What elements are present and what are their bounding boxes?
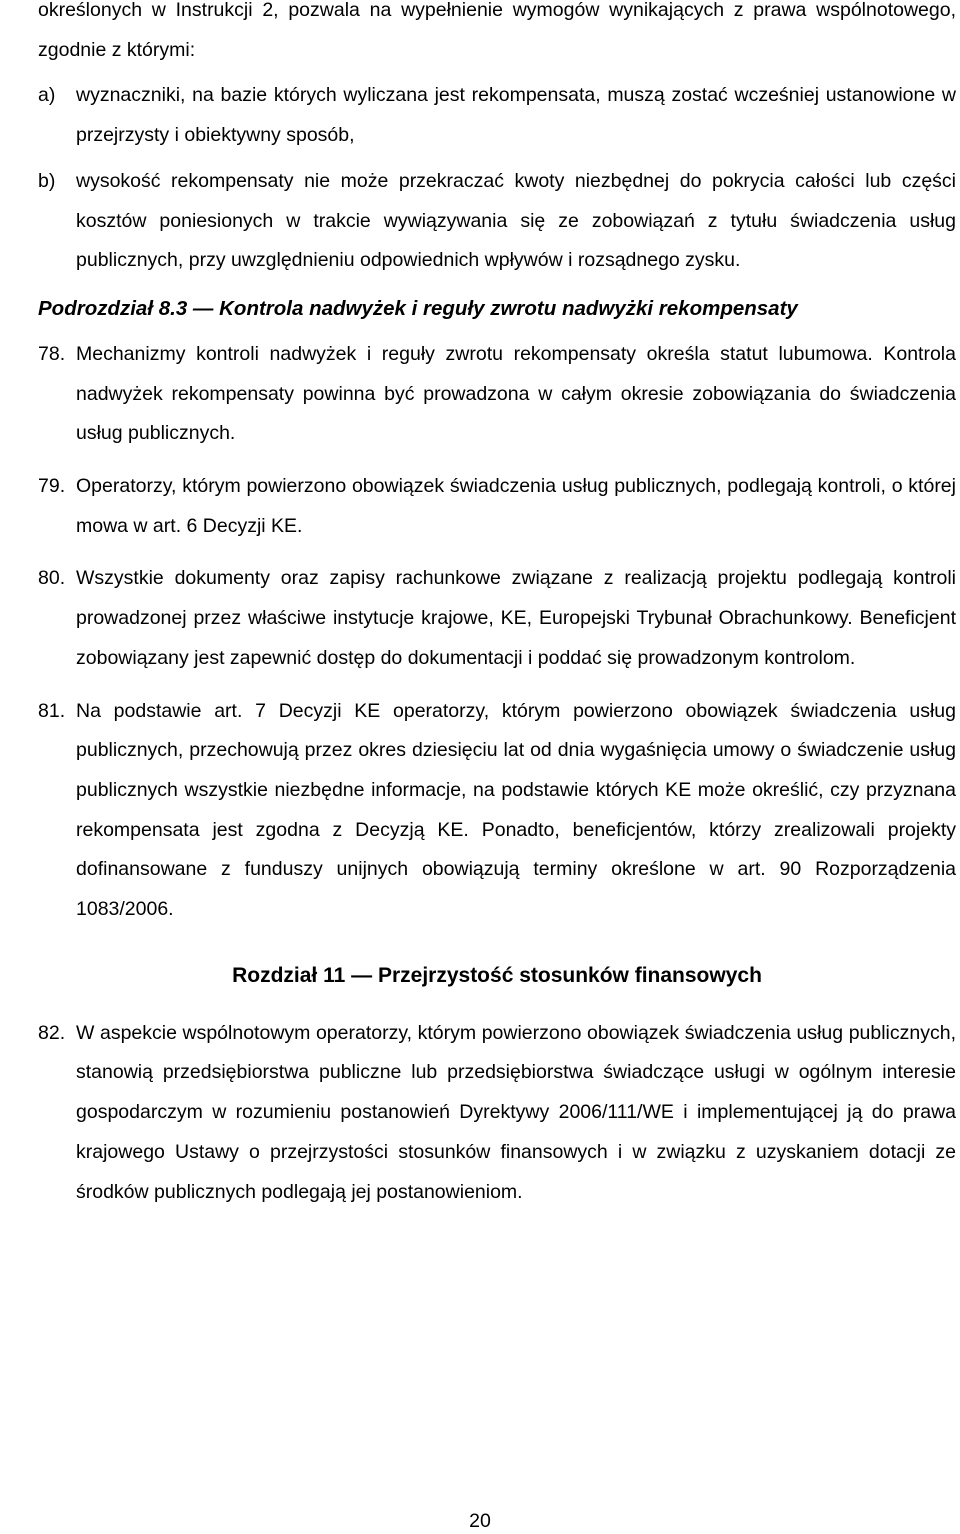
paragraph-text: Na podstawie art. 7 Decyzji KE operatorzy, którym powierzono obowiązek świadczenia usług publicznych, przechowują przez okres dziesięciu lat od dnia wygaśnięcia umowy o świadczenie usług publicznych wszystkie niezbędne informacje, na podstawie których KE może określić, czy przyznana rekompensata jest zgodna z Decyzją KE. Ponadto, beneficjentów, którzy zrealizowali projekty dofinansowane z funduszy unijnych obowiązują terminy określone w art. 90 Rozporządzenia 1083/2006. [76,699,956,921]
paragraph-text: W aspekcie wspólnotowym operatorzy, którym powierzono obowiązek świadczenia usług publicznych, stanowią przedsiębiorstwa publiczne lub przedsiębiorstwa świadczące usługi w ogólnym interesie gospodarczym w rozumieniu postanowień Dyrektywy 2006/111/WE i implementującej ją do prawa krajowego Ustawy o przejrzystości stosunków finansowych i w związku z uzyskaniem dotacji ze środków publicznych podlegają jej postanowieniom. [76,1021,956,1203]
intro-paragraph: określonych w Instrukcji 2, pozwala na wypełnienie wymogów wynikających z prawa wspólnotowego, zgodnie z którymi: [38,0,956,61]
paragraph-number: 81. [38,699,66,722]
paragraph-number: 78. [38,342,66,365]
condition-text: wysokość rekompensaty nie może przekraczać kwoty niezbędnej do pokrycia całości lub części kosztów poniesionych w trakcie wywiązywania się ze zobowiązań z tytułu świadczenia usług publicznych, przy uwzględnieniu odpowiednich wpływów i rozsądnego zysku. [76,169,956,272]
paragraph-number: 79. [38,475,66,498]
numbered-paragraph-80 [38,559,956,678]
paragraph-text: Mechanizmy kontroli nadwyżek i reguły zwrotu rekompensaty określa statut lubumowa. Kontrola nadwyżek rekompensaty powinna być prowadzona w całym okresie zobowiązania do świadczenia usług publicznych. [76,342,956,445]
paragraph-number: 82. [38,1021,66,1044]
condition-label: a) [38,84,56,107]
subsection-heading: Podrozdział 8.3 — Kontrola nadwyżek i reguły zwrotu nadwyżki rekompensaty [38,296,798,320]
page-number: 20 [469,1510,491,1532]
numbered-paragraph-78 [38,335,956,454]
numbered-paragraph-79 [38,467,956,546]
paragraph-text: Operatorzy, którym powierzono obowiązek świadczenia usług publicznych, podlegają kontroli, o której mowa w art. 6 Decyzji KE. [76,475,956,537]
condition-item-b [38,162,956,281]
paragraph-number: 80. [38,567,66,590]
condition-item-a [38,76,956,155]
condition-label: b) [38,169,56,192]
chapter-heading: Rozdział 11 — Przejrzystość stosunków finansowych [232,963,762,987]
document-page [38,0,956,1212]
numbered-paragraph-82 [38,1014,956,1213]
numbered-paragraph-81 [38,692,956,930]
condition-text: wyznaczniki, na bazie których wyliczana jest rekompensata, muszą zostać wcześniej ustanowione w przejrzysty i obiektywny sposób, [76,84,956,147]
paragraph-text: Wszystkie dokumenty oraz zapisy rachunkowe związane z realizacją projektu podlegają kontroli prowadzonej przez właściwe instytucje krajowe, KE, Europejski Trybunał Obrachunkowy. Beneficjent zobowiązany jest zapewnić dostęp do dokumentacji i poddać się prowadzonym kontrolom. [76,567,956,669]
